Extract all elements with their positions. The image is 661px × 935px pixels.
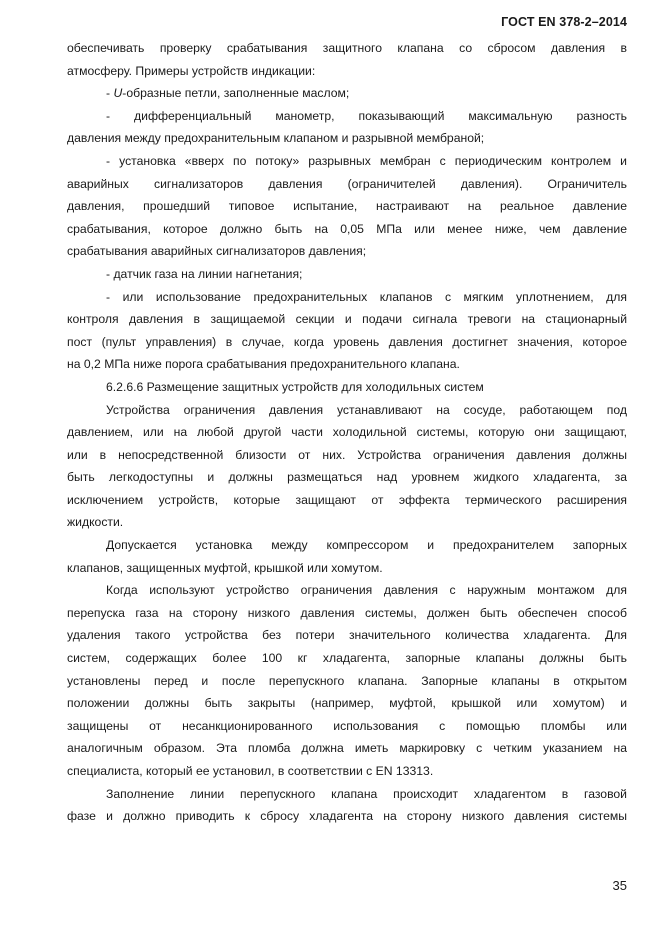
text-line: защищены от несанкционированного использования с помощью пломбы или	[67, 718, 627, 733]
text-line: пост (пульт управления) в случае, когда уровень давления достигнет значения, которое	[67, 334, 627, 349]
text-line: Заполнение линии перепускного клапана происходит хладагентом в газовой	[106, 786, 627, 801]
document-body	[67, 37, 627, 828]
text-line: перепуска газа на сторону низкого давления системы, должен быть обеспечен способ	[67, 605, 627, 620]
text-line: давлением, или на любой другой части холодильной системы, которую они защищают,	[67, 425, 627, 440]
text-line: аварийных сигнализаторов давления (ограничителей давления). Ограничитель	[67, 176, 627, 191]
text-line: исключением устройств, которые защищают от эффекта термического расширения	[67, 492, 627, 507]
text-line: Допускается установка между компрессором и предохранителем запорных	[106, 538, 627, 553]
text-line: 6.2.6.6 Размещение защитных устройств для холодильных систем	[106, 379, 484, 394]
page-number: 35	[612, 878, 627, 893]
text-line: - или использование предохранительных клапанов с мягким уплотнением, для	[106, 289, 627, 304]
text-line: давления между предохранительным клапаном и разрывной мембраной;	[67, 131, 485, 146]
text-line: клапанов, защищенных муфтой, крышкой или хомутом.	[67, 560, 383, 575]
text-line: - датчик газа на линии нагнетания;	[106, 266, 303, 281]
text-line: давления, прошедший типовое испытание, настраивают на реальное давление	[67, 199, 627, 214]
text-line: - U-образные петли, заполненные маслом;	[106, 86, 350, 101]
text-line: обеспечивать проверку срабатывания защитного клапана со сбросом давления в	[67, 41, 627, 55]
text-line: срабатывания, которое должно быть на 0,05 МПа или менее ниже, чем давление	[67, 221, 627, 236]
document-header: ГОСТ EN 378-2–2014	[501, 15, 627, 29]
text-line: аналогичным образом. Эта пломба должна иметь маркировку с четким указанием на	[67, 741, 627, 756]
text-line: положении должны быть закрыты (например, муфтой, крышкой или хомутом) и	[67, 696, 627, 711]
text-line: на 0,2 МПа ниже порога срабатывания предохранительного клапана.	[67, 357, 460, 372]
text-line: или в непосредственной близости от них. Устройства ограничения давления должны	[67, 447, 627, 462]
text-line: фазе и должно приводить к сбросу хладагента на сторону низкого давления системы	[67, 809, 627, 824]
text-line: контроля давления в защищаемой секции и подачи сигнала тревоги на стационарный	[67, 312, 627, 327]
text-line: срабатывания аварийных сигнализаторов давления;	[67, 244, 367, 259]
text-line: Устройства ограничения давления устанавливают на сосуде, работающем под	[106, 402, 627, 417]
text-line: жидкости.	[67, 515, 124, 530]
text-line: систем, содержащих более 100 кг хладагента, запорные клапаны должны быть	[67, 651, 627, 666]
text-line: быть легкодоступны и должны размещаться над уровнем жидкого хладагента, за	[67, 470, 627, 485]
text-line: - дифференциальный манометр, показывающий максимальную разность	[106, 108, 627, 123]
text-line: удаления такого устройства без потери значительного количества хладагента. Для	[67, 628, 627, 643]
text-line: атмосферу. Примеры устройств индикации:	[67, 63, 316, 78]
text-line: специалиста, который ее установил, в соответствии с EN 13313.	[67, 764, 434, 778]
text-line: Когда используют устройство ограничения давления с наружным монтажом для	[106, 583, 627, 598]
text-line: - установка «вверх по потоку» разрывных мембран с периодическим контролем и	[106, 153, 627, 168]
text-line: установлены перед и после перепускного клапана. Запорные клапаны в открытом	[67, 673, 627, 688]
